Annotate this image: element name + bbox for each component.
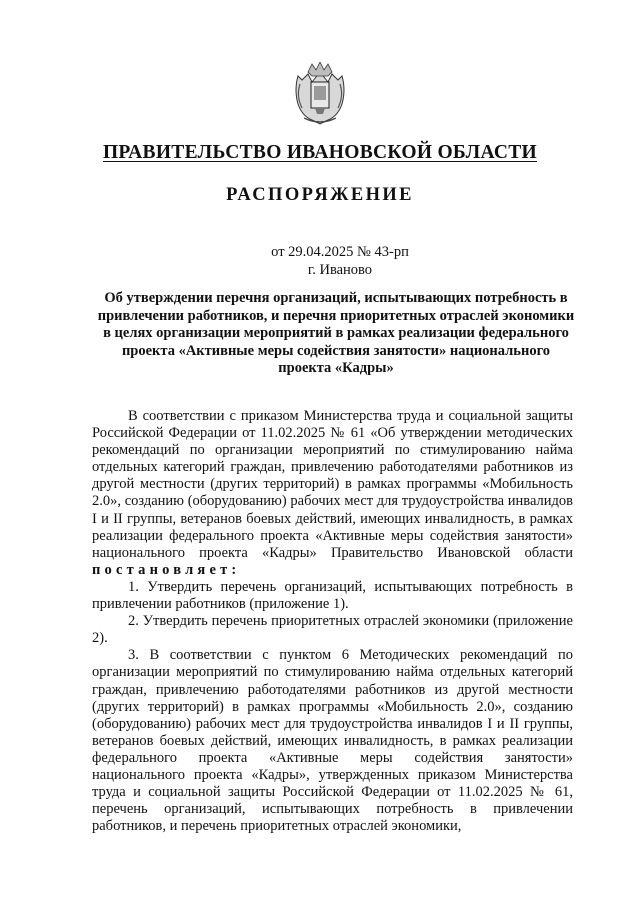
- document-body: [92, 408, 573, 835]
- coat-of-arms-emblem: [292, 62, 348, 126]
- body-intro: В соответствии с приказом Министерства труда и социальной защиты Российской Федерации от 11.02.2025 № 61 «Об утверждении методических рекомендаций по организации мероприятий по стимулированию найма отдельных категорий граждан, привлечению работодателями работников из другой местности (других территорий) в рамках программы «Мобильность 2.0», созданию (оборудованию) рабочих мест для трудоустройства инвалидов I и II группы, ветеранов боевых действий, имеющих инвалидность, в рамках реализации федерального проекта «Активные меры содействия занятости» национального проекта «Кадры» Правительство Ивановской области постановляет:: [92, 408, 573, 578]
- city: г. Иваново: [307, 262, 373, 278]
- body-item-2: 2. Утвердить перечень приоритетных отраслей экономики (приложение 2).: [92, 613, 573, 647]
- document-subject: Об утверждении перечня организаций, испытывающих потребность в привлечении работников, и перечня приоритетных отраслей экономики в целях организации мероприятий в рамках реализации федерального проекта «Активные меры содействия занятости» национального проекта «Кадры»: [97, 290, 575, 377]
- document-meta: [0, 243, 640, 279]
- document-type-heading: РАСПОРЯЖЕНИЕ: [226, 185, 414, 205]
- government-title: ПРАВИТЕЛЬСТВО ИВАНОВСКОЙ ОБЛАСТИ: [102, 142, 538, 163]
- body-item-1: 1. Утвердить перечень организаций, испытывающих потребность в привлечении работников (приложение 1).: [92, 578, 573, 613]
- resolves-word: постановляет:: [92, 561, 241, 578]
- date-number: от 29.04.2025 № 43-рп: [271, 244, 409, 260]
- body-item-3: 3. В соответствии с пунктом 6 Методических рекомендаций по организации мероприятий по стимулированию найма отдельных категорий граждан, привлечению работодателями работников из другой местности (других территорий) в рамках программы «Мобильность 2.0», созданию (оборудованию) рабочих мест для трудоустройства инвалидов I и II группы, ветеранов боевых действий, имеющих инвалидность, в рамках реализации федерального проекта «Активные меры содействия занятости» национального проекта «Кадры», утвержденных приказом Министерства труда и социальной защиты Российской Федерации от 11.02.2025 № 61, перечень организаций, испытывающих потребность в привлечении работников, и перечень приоритетных отраслей экономики,: [92, 647, 573, 835]
